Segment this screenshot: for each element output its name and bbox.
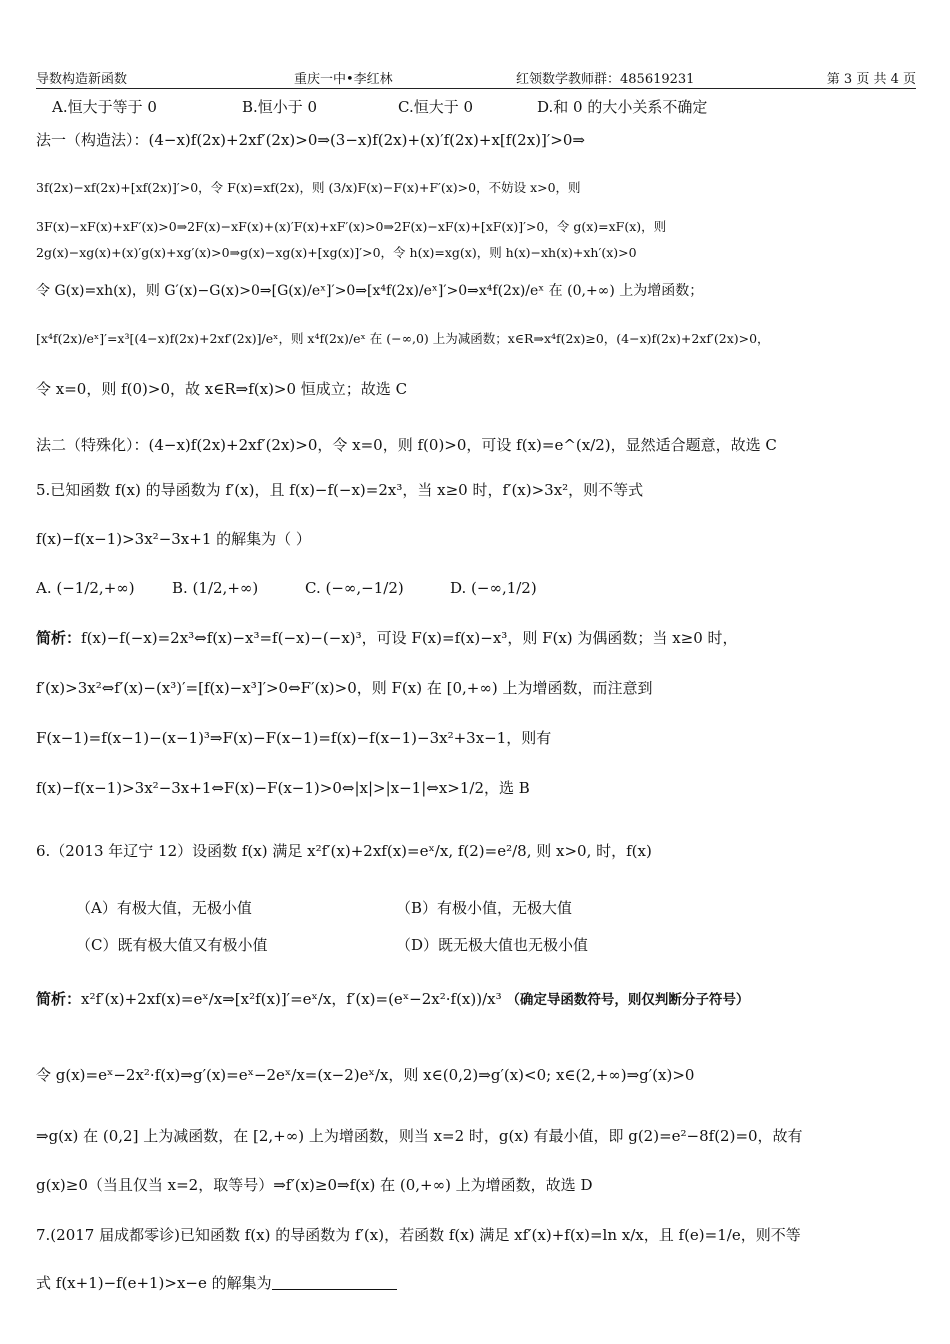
q4-method1-line3: 3F(x)−xF(x)+xF′(x)>0⇒2F(x)−xF(x)+(x)′F(x)+xF′(x)>0⇒2F(x)−xF(x)+[xF(x)]′>0，令 g(x)=xF(x)，则 [36, 219, 667, 234]
q6-solution-label: 简析： [36, 990, 82, 1008]
q5-stem-line2: f(x)−f(x−1)>3x²−3x+1 的解集为（ ） [36, 530, 311, 548]
q5-solution-line4: f(x)−f(x−1)>3x²−3x+1⇔F(x)−F(x−1)>0⇔|x|>|x−1|⇔x>1/2，选 B [36, 779, 530, 797]
q4-method1-line7: 令 x=0，则 f(0)>0，故 x∈R⇒f(x)>0 恒成立；故选 C [36, 380, 408, 398]
q6-option-c: （C）既有极大值又有极小值 [76, 936, 268, 954]
q6-option-b: （B）有极小值，无极大值 [396, 899, 573, 917]
header-teacher-group: 红领数学教师群：485619231 [516, 72, 695, 87]
header-author: 重庆一中•李红林 [294, 72, 393, 87]
q7-stem-line1: 7.(2017 届成都零诊)已知函数 f(x) 的导函数为 f′(x)，若函数 f(x) 满足 xf′(x)+f(x)=ln x/x，且 f(e)=1/e，则不等 [36, 1226, 801, 1244]
q6-solution-line3: ⇒g(x) 在 (0,2] 上为减函数，在 [2,+∞) 上为增函数，则当 x=2 时，g(x) 有最小值，即 g(2)=e²−8f(2)=0，故有 [36, 1127, 803, 1145]
q6-stem: 6.（2013 年辽宁 12）设函数 f(x) 满足 x²f′(x)+2xf(x)=eˣ/x, f(2)=e²/8, 则 x>0, 时，f(x) [36, 842, 652, 860]
q6-solution-line2: 令 g(x)=eˣ−2x²·f(x)⇒g′(x)=eˣ−2eˣ/x=(x−2)eˣ/x，则 x∈(0,2)⇒g′(x)<0; x∈(2,+∞)⇒g′(x)>0 [36, 1066, 695, 1084]
q5-option-a: A. (−1/2,+∞) [36, 579, 135, 597]
q5-solution-label: 简析： [36, 629, 82, 647]
q5-solution-text1: f(x)−f(−x)=2x³⇔f(x)−x³=f(−x)−(−x)³，可设 F(x)=f(x)−x³，则 F(x) 为偶函数；当 x≥0 时， [81, 629, 738, 647]
q5-option-c: C. (−∞,−1/2) [305, 579, 404, 597]
q6-solution-line1 [36, 990, 749, 1010]
q4-method1-line2: 3f(2x)−xf(2x)+[xf(2x)]′>0，令 F(x)=xf(2x)，则 (3/x)F(x)−F(x)+F′(x)>0，不妨设 x>0，则 [36, 180, 581, 195]
q4-method1-line1: 法一（构造法）：(4−x)f(2x)+2xf′(2x)>0⇒(3−x)f(2x)+(x)′f(2x)+x[f(2x)]′>0⇒ [36, 131, 585, 149]
q5-option-d: D. (−∞,1/2) [450, 579, 537, 597]
q4-method1-line5: 令 G(x)=xh(x)，则 G′(x)−G(x)>0⇒[G(x)/eˣ]′>0⇒[x⁴f(2x)/eˣ]′>0⇒x⁴f(2x)/eˣ 在 (0,+∞) 上为增函数； [36, 283, 704, 299]
q6-option-a: （A）有极大值，无极小值 [76, 899, 252, 917]
q6-option-d: （D）既无极大值也无极小值 [396, 936, 589, 954]
q7-answer-blank[interactable] [272, 1275, 397, 1290]
q5-option-b: B. (1/2,+∞) [172, 579, 259, 597]
q6-solution-note: （确定导函数符号，则仅判断分子符号） [506, 992, 750, 1008]
q4-option-c: C.恒大于 0 [398, 98, 474, 116]
header-page-number: 第 3 页 共 4 页 [826, 72, 916, 87]
q4-option-b: B.恒小于 0 [242, 98, 318, 116]
q6-solution-text1: x²f′(x)+2xf(x)=eˣ/x⇒[x²f(x)]′=eˣ/x，f′(x)=(eˣ−2x²·f(x))/x³ [81, 990, 502, 1008]
q4-method2: 法二（特殊化）：(4−x)f(2x)+2xf′(2x)>0，令 x=0，则 f(0)>0，可设 f(x)=e^(x/2)，显然适合题意，故选 C [36, 436, 777, 454]
q6-solution-line4: g(x)≥0（当且仅当 x=2，取等号）⇒f′(x)≥0⇒f(x) 在 (0,+∞) 上为增函数，故选 D [36, 1176, 593, 1194]
q4-option-d: D.和 0 的大小关系不确定 [537, 98, 708, 116]
q4-option-a: A.恒大于等于 0 [52, 98, 157, 116]
q5-solution-line1 [36, 629, 738, 649]
q7-stem-line2 [36, 1274, 397, 1294]
q5-stem-line1: 5.已知函数 f(x) 的导函数为 f′(x)，且 f(x)−f(−x)=2x³，当 x≥0 时，f′(x)>3x²，则不等式 [36, 481, 644, 499]
q4-method1-line6: [x⁴f(2x)/eˣ]′=x³[(4−x)f(2x)+2xf′(2x)]/eˣ，则 x⁴f(2x)/eˣ 在 (−∞,0) 上为减函数；x∈R⇒x⁴f(2x)≥0，(4−x)f(2x)+2xf′(2x)>0， [36, 331, 770, 346]
q7-stem-text2: 式 f(x+1)−f(e+1)>x−e 的解集为 [36, 1274, 272, 1292]
q4-method1-line4: 2g(x)−xg(x)+(x)′g(x)+xg′(x)>0⇒g(x)−xg(x)+[xg(x)]′>0，令 h(x)=xg(x)，则 h(x)−xh(x)+xh′(x)>0 [36, 245, 637, 260]
header-topic: 导数构造新函数 [36, 72, 128, 87]
page-header [36, 66, 916, 89]
q5-solution-line2: f′(x)>3x²⇔f′(x)−(x³)′=[f(x)−x³]′>0⇔F′(x)>0，则 F(x) 在 [0,+∞) 上为增函数，而注意到 [36, 679, 653, 697]
q5-solution-line3: F(x−1)=f(x−1)−(x−1)³⇒F(x)−F(x−1)=f(x)−f(x−1)−3x²+3x−1，则有 [36, 729, 552, 747]
